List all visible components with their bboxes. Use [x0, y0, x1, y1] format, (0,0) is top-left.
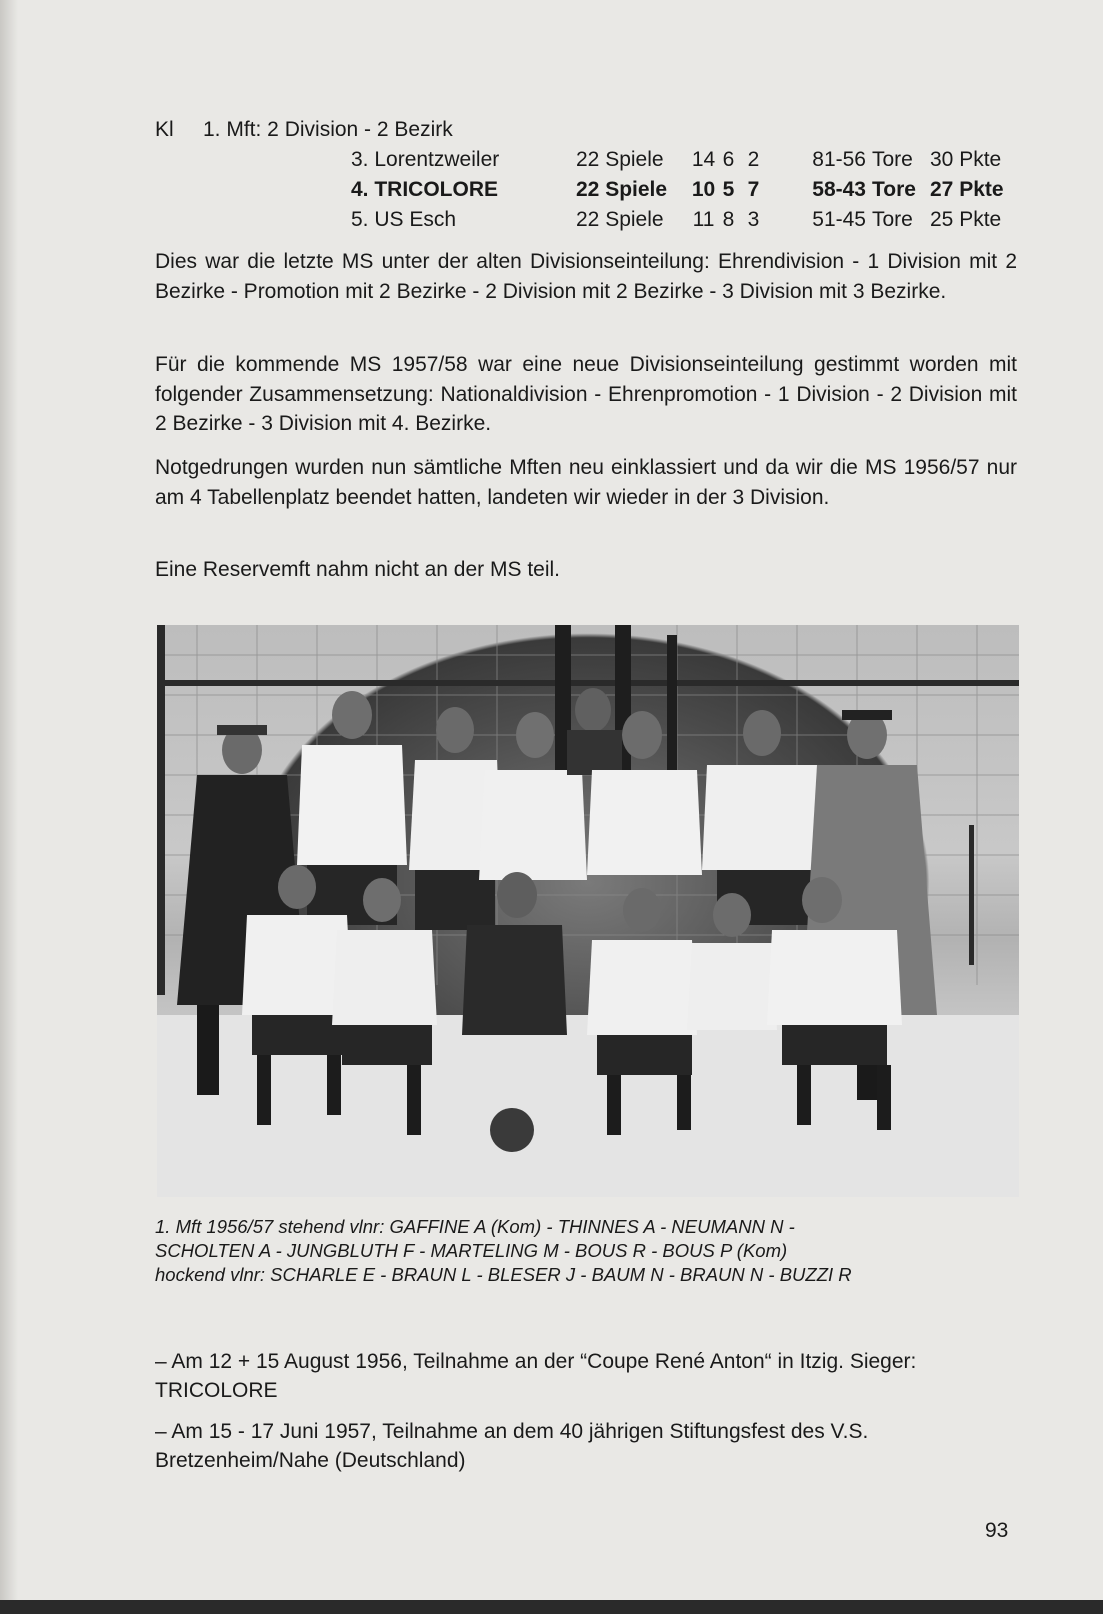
wins: 11 [692, 208, 715, 231]
page-binding-edge [0, 0, 18, 1614]
points: 25 Pkte [930, 208, 1002, 231]
paragraph-reserve-team: Eine Reservemft nahm nicht an der MS teil. [155, 558, 561, 581]
goals-label: Tore [872, 148, 913, 171]
paragraph-new-divisions: Für die kommende MS 1957/58 war eine neue Divisionseinteilung gestimmt worden mit folgender Zusammensetzung: Nationaldivision - Ehrenpromotion - 1 Division - 2 Division mit 2 Bezirke - 3 Division mit 4. Bezirke. [155, 353, 1017, 435]
games-played: 22 Spiele [576, 148, 664, 171]
standings-row [351, 205, 1025, 235]
losses: 2 [747, 148, 760, 171]
goals-label: Tore [872, 208, 913, 231]
standings-row-highlight [351, 175, 1025, 205]
team-photo-illustration [157, 625, 1019, 1197]
goal-ratio: 58-43 [812, 178, 866, 201]
caption-line: hockend vlnr: SCHARLE E - BRAUN L - BLESER J - BAUM N - BRAUN N - BUZZI R [155, 1264, 852, 1285]
page-number: 93 [985, 1519, 1009, 1542]
games-played: 22 Spiele [576, 208, 664, 231]
points: 30 Pkte [930, 148, 1002, 171]
class-label: Kl [155, 118, 174, 141]
team-division: 1. Mft: 2 Division - 2 Bezirk [203, 118, 453, 141]
team-photo [157, 625, 1019, 1197]
losses: 7 [747, 178, 760, 201]
team-name: 5. US Esch [351, 208, 457, 231]
standings-row [351, 145, 1025, 175]
wins: 14 [691, 148, 716, 171]
event-coupe-rene-anton: – Am 12 + 15 August 1956, Teilnahme an der “Coupe René Anton“ in Itzig. Sieger: TRICOLORE [155, 1350, 917, 1402]
scan-bottom-edge [0, 1600, 1103, 1614]
goals-label: Tore [872, 178, 916, 201]
draws: 6 [722, 148, 735, 171]
wins: 10 [691, 178, 716, 201]
standings-table [351, 145, 1025, 235]
losses: 3 [747, 208, 760, 231]
paragraph-reclassification: Notgedrungen wurden nun sämtliche Mften neu einklassiert und da wir die MS 1956/57 nur am 4 Tabellenplatz beendet hatten, landeten wir wieder in der 3 Division. [155, 456, 1017, 509]
games-played: 22 Spiele [576, 178, 668, 201]
caption-line: SCHOLTEN A - JUNGBLUTH F - MARTELING M - BOUS R - BOUS P (Kom) [155, 1240, 788, 1261]
division-header [155, 116, 453, 144]
draws: 5 [722, 178, 735, 201]
caption-line: 1. Mft 1956/57 stehend vlnr: GAFFINE A (Kom) - THINNES A - NEUMANN N - [155, 1216, 795, 1237]
photo-caption [155, 1215, 1025, 1287]
team-name: 3. Lorentzweiler [351, 148, 500, 171]
team-name: 4. TRICOLORE [351, 178, 499, 201]
draws: 8 [722, 208, 735, 231]
paragraph-old-divisions: Dies war die letzte MS unter der alten Divisionseinteilung: Ehrendivision - 1 Division mit 2 Bezirke - Promotion mit 2 Bezirke - 2 Division mit 2 Bezirke - 3 Division mit 3 Bezirke. [155, 250, 1017, 303]
goal-ratio: 81-56 [812, 148, 866, 171]
event-stiftungsfest: – Am 15 - 17 Juni 1957, Teilnahme an dem 40 jährigen Stiftungsfest des V.S. Bretzenheim/Nahe (Deutschland) [155, 1420, 869, 1472]
points: 27 Pkte [930, 178, 1004, 201]
goal-ratio: 51-45 [812, 208, 866, 231]
